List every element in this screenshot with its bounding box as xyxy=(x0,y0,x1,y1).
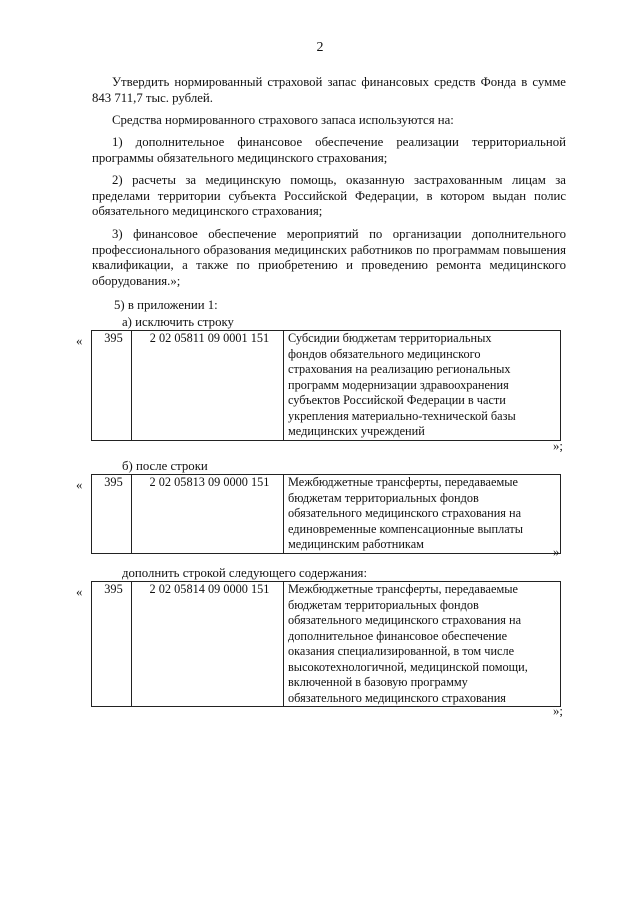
description-line: Субсидии бюджетам территориальных xyxy=(288,331,492,345)
page-number: 2 xyxy=(316,40,324,55)
description-line: Межбюджетные трансферты, передаваемые xyxy=(288,582,518,596)
description-line: программ модернизации здравоохранения xyxy=(288,377,509,392)
section-b-open-quote: « xyxy=(76,478,83,492)
section-b-label: б) после строки xyxy=(122,459,208,473)
row-description xyxy=(284,582,561,707)
section-b-close-quote: » xyxy=(553,545,560,559)
description-line: обязательного медицинского страхования xyxy=(288,690,506,705)
description-line: единовременные компенсационные выплаты xyxy=(288,521,524,536)
description-line: медицинских учреждений xyxy=(288,424,425,438)
section-c-table xyxy=(91,581,561,707)
description-line: обязательного медицинского страхования на xyxy=(288,506,522,520)
table-row xyxy=(92,475,561,554)
item5-label: 5) в приложении 1: xyxy=(114,298,218,312)
paragraph-reserve-usage: Средства нормированного страхового запаса используются на: xyxy=(112,113,454,127)
description-line: бюджетам территориальных фондов xyxy=(288,597,479,612)
description-line: медицинским работникам xyxy=(288,537,424,551)
paragraph-usage-1: 1) дополнительное финансовое обеспечение реализации территориальной программы обязательного медицинского страхования; xyxy=(92,135,566,165)
paragraph-usage-2: 2) расчеты за медицинскую помощь, оказанную застрахованным лицам за пределами территории субъекта Российской Федерации, в котором выдан полис обязательного медицинского страхования; xyxy=(92,173,566,218)
description-line: включенной в базовую программу xyxy=(288,675,468,689)
section-a-table xyxy=(91,330,561,441)
budget-code: 2 02 05813 09 0000 151 xyxy=(132,475,284,554)
row-description xyxy=(284,475,561,554)
section-a-label: а) исключить строку xyxy=(122,315,234,329)
section-a-open-quote: « xyxy=(76,334,83,348)
description-line: дополнительное финансовое обеспечение xyxy=(288,628,508,643)
paragraph-reserve-amount: Утвердить нормированный страховой запас финансовых средств Фонда в сумме 843 711,7 тыс. рублей. xyxy=(92,75,566,105)
section-b-table xyxy=(91,474,561,554)
budget-code: 2 02 05814 09 0000 151 xyxy=(132,582,284,707)
section-c-close-quote: »; xyxy=(553,704,563,718)
description-line: высокотехнологичной, медицинской помощи, xyxy=(288,659,528,674)
row-number: 395 xyxy=(92,475,132,554)
description-line: субъектов Российской Федерации в части xyxy=(288,393,506,407)
description-line: оказания специализированной, в том числе xyxy=(288,644,515,658)
table-row xyxy=(92,331,561,441)
section-c-label: дополнить строкой следующего содержания: xyxy=(122,566,368,580)
row-number: 395 xyxy=(92,582,132,707)
description-line: фондов обязательного медицинского xyxy=(288,346,481,361)
table-row xyxy=(92,582,561,707)
paragraph-usage-3: 3) финансовое обеспечение мероприятий по организации дополнительного профессионального образования медицинских работников по программам повышения квалификации, а также по приобретению и проведению ремонта медицинского оборудования.»; xyxy=(92,227,566,288)
description-line: укрепления материально-технической базы xyxy=(288,408,516,423)
budget-code: 2 02 05811 09 0001 151 xyxy=(132,331,284,441)
description-line: Межбюджетные трансферты, передаваемые xyxy=(288,475,518,489)
description-line: бюджетам территориальных фондов xyxy=(288,490,479,505)
description-line: страхования на реализацию региональных xyxy=(288,362,511,376)
row-description xyxy=(284,331,561,441)
section-a-close-quote: »; xyxy=(553,439,563,453)
row-number: 395 xyxy=(92,331,132,441)
section-c-open-quote: « xyxy=(76,585,83,599)
description-line: обязательного медицинского страхования на xyxy=(288,613,522,627)
